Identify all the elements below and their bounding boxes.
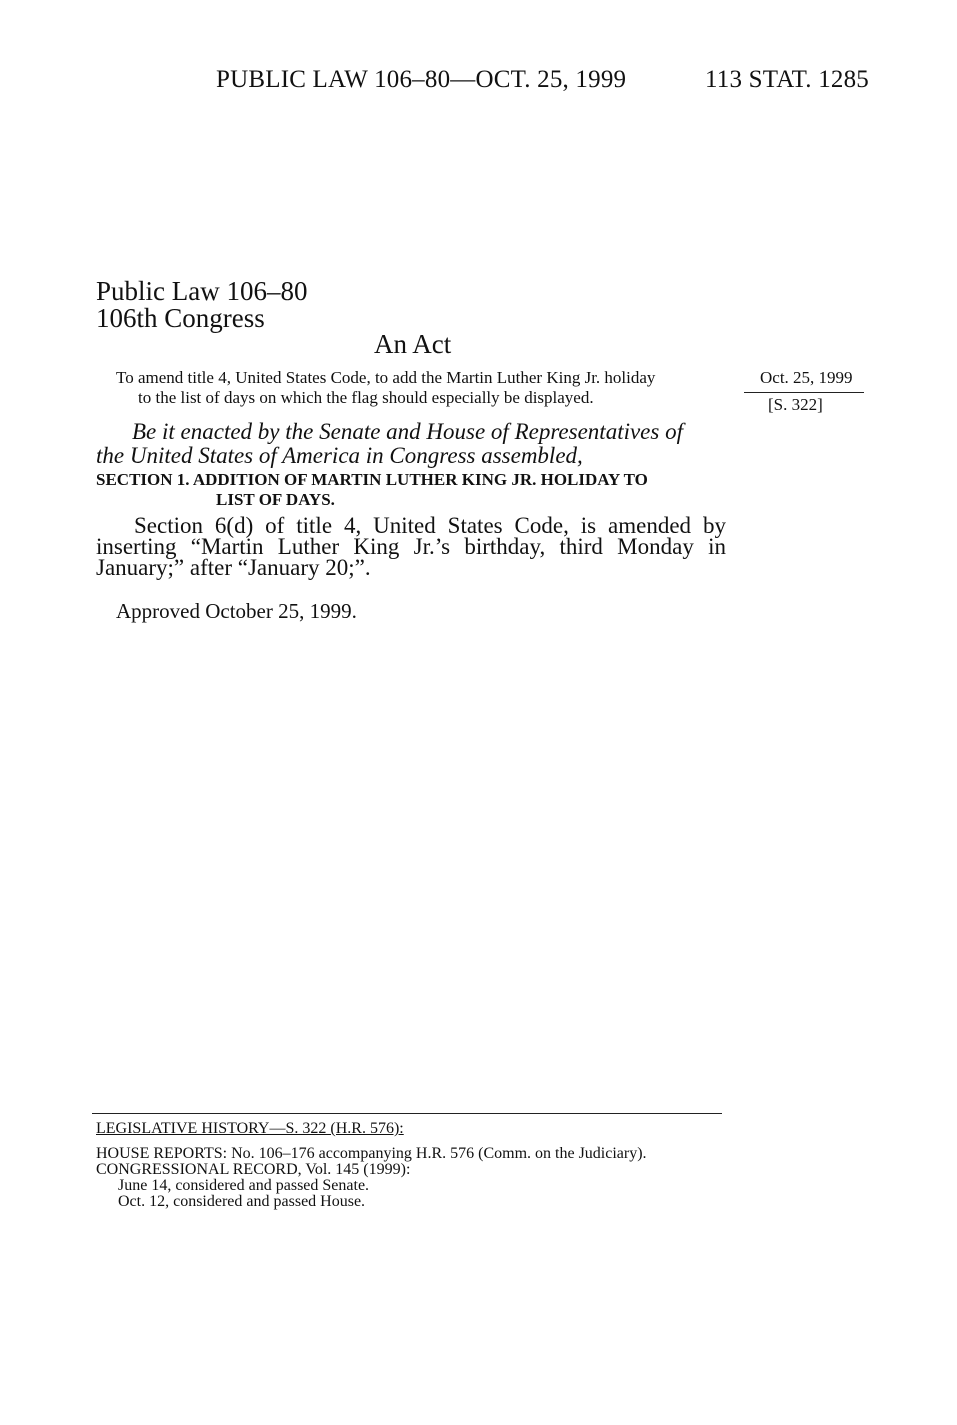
- enacting-clause-line-1: Be it enacted by the Senate and House of Representatives of: [132, 419, 683, 444]
- purpose-clause: [116, 368, 655, 408]
- law-title: Public Law 106–80: [96, 276, 308, 306]
- approval-line: Approved October 25, 1999.: [116, 599, 357, 623]
- history-heading-bill: —S. 322 (H.R. 576):: [269, 1120, 404, 1137]
- enacting-clause-line-2: the United States of America in Congress assembled,: [96, 443, 583, 468]
- section-body: [96, 515, 726, 578]
- margin-note-bill-number: [S. 322]: [768, 395, 823, 414]
- section-heading: [96, 470, 736, 510]
- section-heading-line-2: LIST OF DAYS.: [216, 490, 335, 509]
- history-congressional-record: CONGRESSIONAL RECORD, Vol. 145 (1999):: [96, 1161, 411, 1178]
- section-body-text: Section 6(d) of title 4, United States Code, is amended by inserting “Martin Luther King Jr.’s birthday, third Monday in January;” after “January 20;”.: [96, 513, 726, 580]
- purpose-line-2: to the list of days on which the flag should especially be displayed.: [138, 388, 594, 407]
- history-house-reports: HOUSE REPORTS: No. 106–176 accompanying H.R. 576 (Comm. on the Judiciary).: [96, 1145, 647, 1162]
- history-heading: [96, 1120, 404, 1138]
- act-heading: An Act: [374, 329, 452, 359]
- enacting-clause: [96, 420, 726, 468]
- margin-note-rule: [744, 392, 864, 393]
- history-divider: [92, 1113, 722, 1114]
- congress-number: 106th Congress: [96, 303, 265, 333]
- purpose-line-1: To amend title 4, United States Code, to add the Martin Luther King Jr. holiday: [116, 368, 656, 387]
- history-entry: June 14, considered and passed Senate.: [118, 1177, 370, 1194]
- margin-note-date: Oct. 25, 1999: [760, 368, 853, 387]
- running-head-law-date: PUBLIC LAW 106–80—OCT. 25, 1999: [216, 66, 627, 93]
- history-heading-title: LEGISLATIVE HISTORY: [96, 1120, 270, 1137]
- running-head-statute-page: 113 STAT. 1285: [705, 66, 869, 93]
- history-entry: Oct. 12, considered and passed House.: [118, 1193, 366, 1210]
- section-heading-line-1: SECTION 1. ADDITION OF MARTIN LUTHER KING JR. HOLIDAY TO: [96, 470, 648, 489]
